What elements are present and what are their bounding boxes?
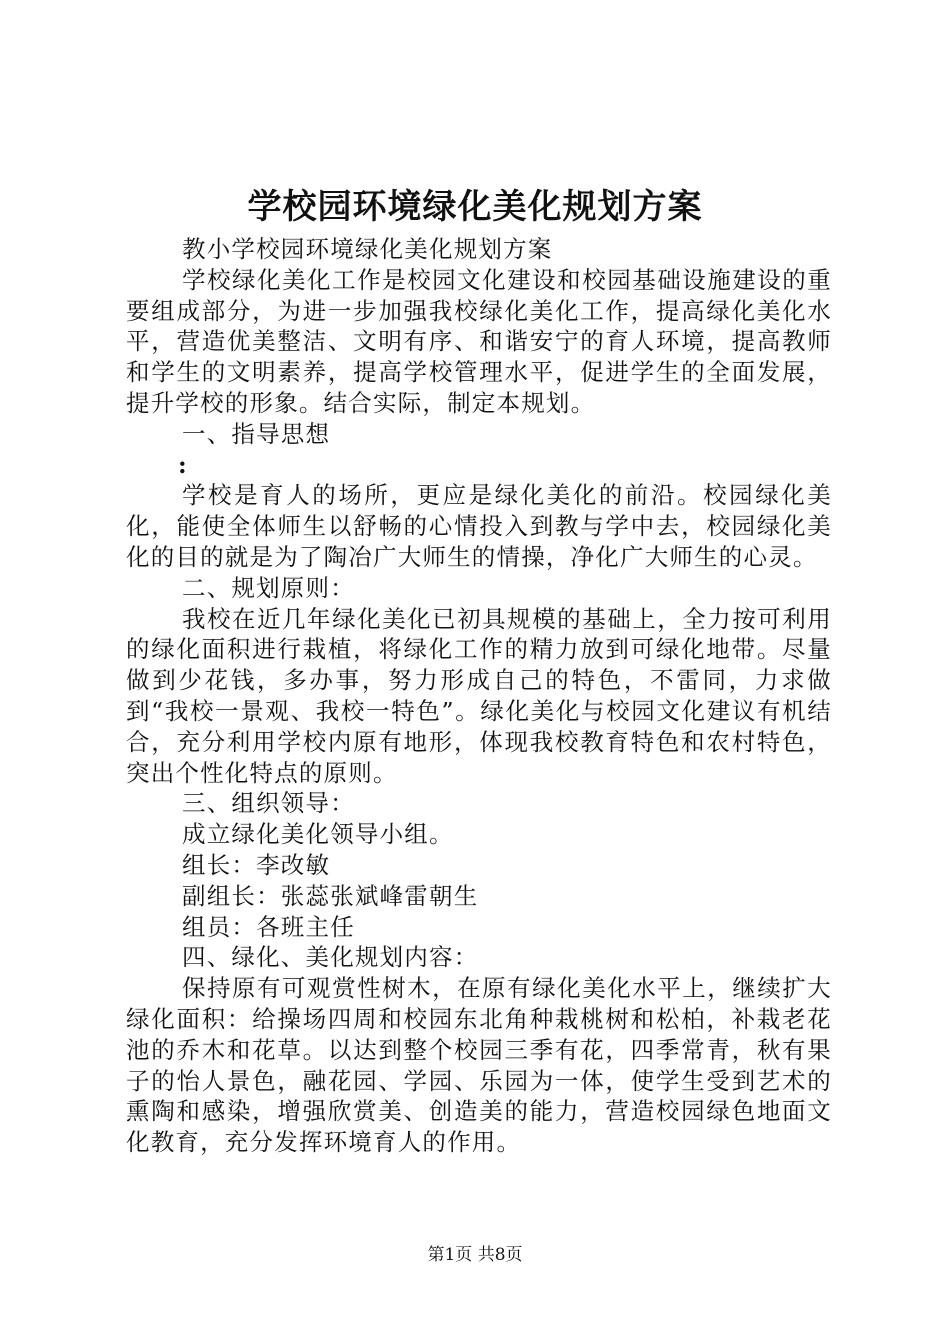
organization-line-leader: 组长：李改敏 (182, 850, 331, 879)
organization-line-deputy: 副组长：张蕊张斌峰雷朝生 (182, 881, 479, 910)
document-title: 学校园环境绿化美化规划方案 (247, 187, 703, 227)
stray-colon: : (178, 450, 188, 479)
planning-principles-paragraph: 我校在近几年绿化美化已初具规模的基础上，全力按可利用的绿化面积进行栽植，将绿化工作的精力放到可绿化地带。尽量做到少花钱，多办事，努力形成自己的特色，不雷同，力求做到“我校一景观、我校一特色”。绿化美化与校园文化建议有机结合，充分利用学校内原有地形，体现我校教育特色和农村特色，突出个性化特点的原则。 (126, 604, 832, 787)
section-heading-plan-content: 四、绿化、美化规划内容： (182, 943, 479, 972)
subtitle-line: 教小学校园环境绿化美化规划方案 (182, 235, 553, 263)
document-body (126, 234, 832, 1158)
organization-line-members: 组员：各班主任 (182, 912, 355, 941)
intro-paragraph: 学校绿化美化工作是校园文化建设和校园基础设施建设的重要组成部分，为进一步加强我校绿化美化工作，提高绿化美化水平，营造优美整洁、文明有序、和谐安宁的育人环境，提高教师和学生的文明素养，提高学校管理水平，促进学生的全面发展，提升学校的形象。结合实际，制定本规划。 (126, 265, 832, 417)
page-footer: 第1页 共8页 (427, 1245, 523, 1265)
section-heading-planning-principles: 二、规划原则： (182, 573, 355, 602)
organization-line-group: 成立绿化美化领导小组。 (182, 820, 454, 849)
plan-content-paragraph: 保持原有可观赏性树木，在原有绿化美化水平上，继续扩大绿化面积：给操场四周和校园东北角种栽桃树和松柏，补栽老花池的乔木和花草。以达到整个校园三季有花，四季常青，秋有果子的怡人景色，融花园、学园、乐园为一体，使学生受到艺术的熏陶和感染，增强欣赏美、创造美的能力，营造校园绿色地面文化教育，充分发挥环境育人的作用。 (126, 974, 832, 1157)
section-heading-guiding-ideology: 一、指导思想 (182, 419, 331, 448)
section-heading-organization: 三、组织领导： (182, 789, 355, 818)
guiding-ideology-paragraph: 学校是育人的场所，更应是绿化美化的前沿。校园绿化美化，能使全体师生以舒畅的心情投入到教与学中去，校园绿化美化的目的就是为了陶冶广大师生的情操，净化广大师生的心灵。 (126, 481, 832, 571)
